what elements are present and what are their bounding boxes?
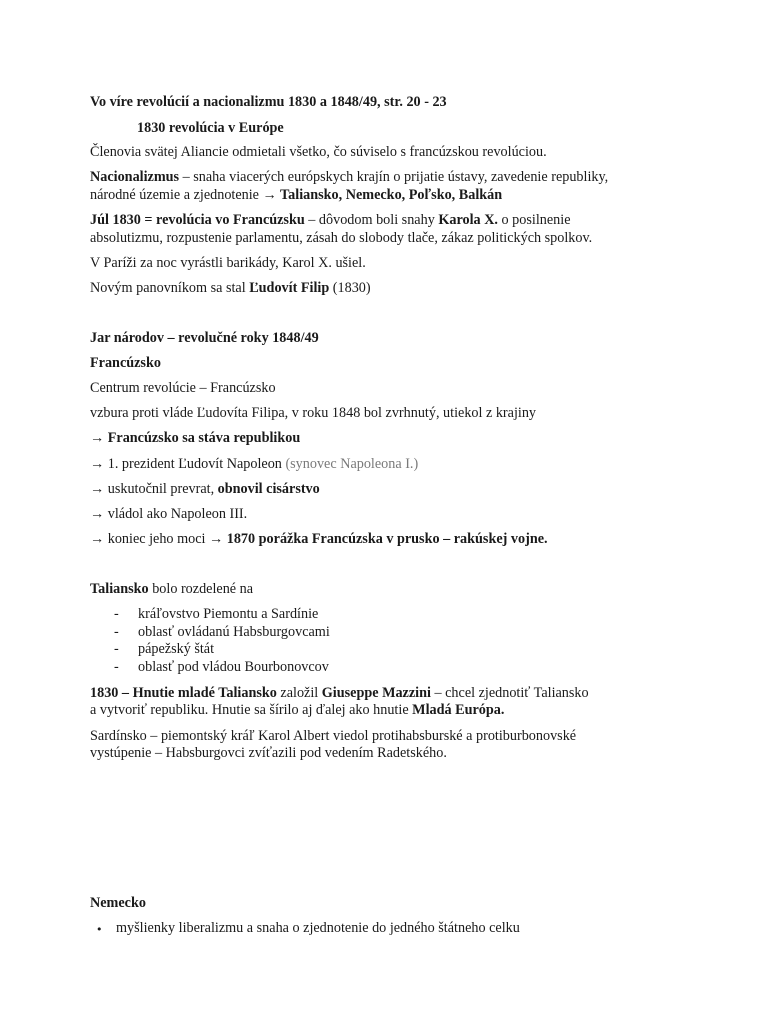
line-prezident: → 1. prezident Ľudovít Napoleon (synovec Napoleona I.) [90,456,419,472]
paragraph-sardinsko-line1: Sardínsko – piemontský kráľ Karol Albert viedol protihabsburské a protiburbonovské [90,728,577,744]
term-nacionalizmus: Nacionalizmus [90,169,180,185]
section-heading-jar-narodov: Jar národov – revolučné roky 1848/49 [90,330,319,346]
list-item: - pápežský štát [114,641,215,657]
line-napoleon-iii: → vládol ako Napoleon III. [90,506,248,522]
list-item: • myšlienky liberalizmu a snaha o zjednotenie do jedného štátneho celku [96,920,520,936]
line-republika: → Francúzsko sa stáva republikou [90,430,301,446]
paragraph-jul-1830-line1: Júl 1830 = revolúcia vo Francúzsku – dôvodom boli snahy Karola X. o posilnenie [90,212,571,228]
paragraph-jul-1830-line2: absolutizmu, rozpustenie parlamentu, zásah do slobody tlače, zákaz politických spolkov. [90,230,593,246]
paragraph-aliance: Členovia svätej Aliancie odmietali všetko, čo súviselo s francúzskou revolúciou. [90,144,547,160]
countries-list: Taliansko, Nemecko, Poľsko, Balkán [276,187,503,203]
paragraph-nacionalizmus-line1: Nacionalizmus – snaha viacerých európskych krajín o prijatie ústavy, zavedenie republiky, [90,169,609,185]
subheading-nemecko: Nemecko [90,895,146,911]
section-subtitle: 1830 revolúcia v Európe [137,120,284,136]
list-item: - oblasť ovládanú Habsburgovcami [114,624,330,640]
paragraph-barikady: V Paríži za noc vyrástli barikády, Karol X. ušiel. [90,255,366,271]
paragraph-taliansko-intro: Taliansko bolo rozdelené na [90,581,254,597]
list-item: - kráľovstvo Piemontu a Sardínie [114,606,319,622]
bullet-icon: • [96,923,103,936]
subheading-francuzsko: Francúzsko [90,355,161,371]
paragraph-nacionalizmus-line2: národné územie a zjednotenie → Taliansko, Nemecko, Poľsko, Balkán [90,187,503,203]
line-centrum: Centrum revolúcie – Francúzsko [90,380,276,396]
arrow-icon: → [262,187,277,203]
paragraph-panovnik: Novým panovníkom sa stal Ľudovít Filip (1830) [90,280,371,296]
paragraph-sardinsko-line2: vystúpenie – Habsburgovci zvíťazili pod vedením Radetského. [90,745,447,761]
paragraph-mlade-taliansko-line1: 1830 – Hnutie mladé Taliansko založil Giuseppe Mazzini – chcel zjednotiť Taliansko [90,685,589,701]
line-prevrat: → uskutočnil prevrat, obnovil cisárstvo [90,481,320,497]
line-koniec-moci: → koniec jeho moci → 1870 porážka Francúzska v prusko – rakúskej vojne. [90,531,548,547]
paragraph-mlade-taliansko-line2: a vytvoriť republiku. Hnutie sa šírilo aj ďalej ako hnutie Mladá Európa. [90,702,505,718]
line-vzbura: vzbura proti vláde Ľudovíta Filipa, v roku 1848 bol zvrhnutý, utiekol z krajiny [90,405,537,421]
document-title: Vo víre revolúcií a nacionalizmu 1830 a 1848/49, str. 20 - 23 [90,94,447,110]
list-item: - oblasť pod vládou Bourbonovcov [114,659,329,675]
